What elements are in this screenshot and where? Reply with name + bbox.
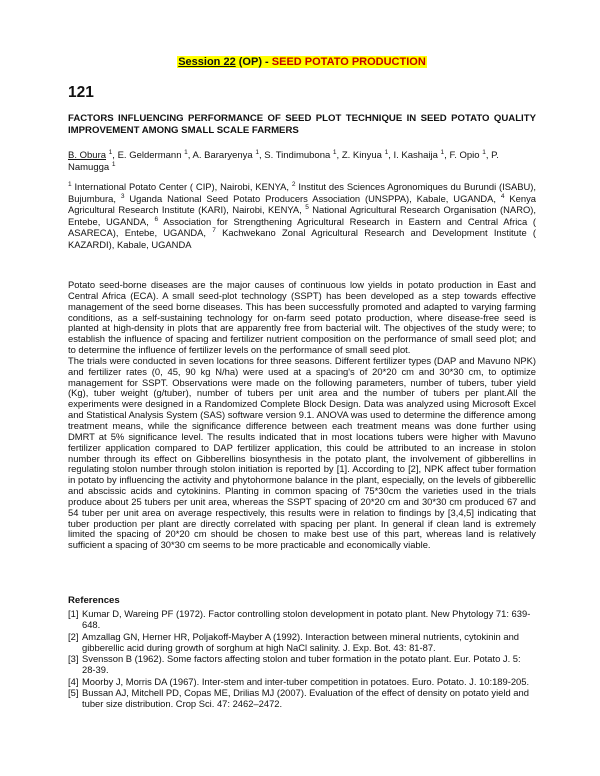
reference-number: [1] xyxy=(68,608,79,619)
author-sup: 1 xyxy=(184,148,188,156)
affil-text: Association for Strengthening Agricultural Research in Eastern and Central Africa ( ASARECA), Entebe, UGANDA, xyxy=(68,215,537,239)
author-name: I. Kashaija xyxy=(393,150,438,161)
author-item: A. Bararyenya $^1$, xyxy=(192,148,265,161)
author-name: B. Obura xyxy=(68,150,107,161)
author-list xyxy=(68,150,536,174)
affil-text: Kachwekano Zonal Agricultural Research and Development Institute ( KAZARDI), Kabale, UGANDA xyxy=(68,227,537,250)
reference-item xyxy=(68,653,536,676)
affil-sup: 7 xyxy=(212,227,216,235)
session-highlight xyxy=(177,56,427,68)
affil-sup: 3 xyxy=(120,192,125,200)
paper-title: FACTORS INFLUENCING PERFORMANCE OF SEED PLOT TECHNIQUE IN SEED POTATO QUALITY IMPROVEMENT AMONG SMALL SCALE FARMERS xyxy=(68,113,536,136)
reference-text: Moorby J, Morris DA (1967). Inter-stem and inter-tuber competition in potatoes. Euro. Potato. J. 10:189-205. xyxy=(82,675,530,687)
author-name: S. Tindimubona xyxy=(264,150,331,161)
session-header xyxy=(68,55,536,69)
reference-text: Kumar D, Wareing PF (1972). Factor controlling stolon development in potato plant. New Phytology 71: 639-648. xyxy=(82,608,531,631)
author-sup: 1 xyxy=(111,160,116,168)
affiliations xyxy=(68,181,536,251)
reference-item xyxy=(68,676,536,687)
reference-item xyxy=(68,608,536,631)
reference-text: Svensson B (1962). Some factors affecting stolon and tuber formation in the potato plant. Eur. Potato J. 5: 28-39. xyxy=(82,653,521,676)
author-item: E. Geldermann $^1$, xyxy=(117,148,193,161)
author-item: F. Opio $^1$, xyxy=(449,148,492,161)
reference-number: [4] xyxy=(68,675,79,687)
author-sup: 1 xyxy=(108,148,113,156)
affil-sup: 6 xyxy=(154,215,159,223)
affil-text: Kenya Agricultural Research Institute (KARI), Nairobi, KENYA, xyxy=(68,192,537,216)
abstract-body xyxy=(68,280,536,551)
references-list xyxy=(68,608,536,710)
paper-number: 121 xyxy=(68,84,94,101)
session-topic: SEED POTATO PRODUCTION xyxy=(271,56,426,68)
references-section xyxy=(68,595,536,710)
affil-sup: 2 xyxy=(291,180,296,188)
references-heading: References xyxy=(68,595,120,606)
reference-item xyxy=(68,687,536,710)
author-name: E. Geldermann xyxy=(117,150,182,161)
affil-sup: 1 xyxy=(68,180,72,188)
affil-text: Uganda National Seed Potato Producers Association (UNSPPA), Kabale, UGANDA, xyxy=(129,192,497,204)
author-name: A. Bararyenya xyxy=(192,150,253,161)
affil-text: International Potato Center ( CIP), Nairobi, KENYA, xyxy=(74,181,290,192)
author-item: B. Obura $^1$, xyxy=(68,148,118,161)
author-item: S. Tindimubona $^1$, xyxy=(264,148,342,161)
reference-number: [2] xyxy=(68,630,79,642)
author-sup: 1 xyxy=(482,148,486,156)
session-label: Session 22 xyxy=(178,56,236,68)
reference-text: Bussan AJ, Mitchell PD, Copas ME, Drilias MJ (2007). Evaluation of the effect of density on potato yield and tuber size distribution. Crop Sci. 47: 2462–2472. xyxy=(82,687,529,710)
reference-number: [5] xyxy=(68,687,79,699)
affil-sup: 5 xyxy=(305,204,309,212)
author-name: Z. Kinyua xyxy=(341,150,382,161)
author-sup: 1 xyxy=(255,148,259,156)
reference-number: [3] xyxy=(68,653,79,665)
author-item: I. Kashaija $^1$, xyxy=(393,148,450,161)
abstract-paragraph: The trials were conducted in seven locations for three seasons. Different fertilizer types (DAP and Mavuno NPK) and fertilizer rates (0, 45, 90 kg N/ha) were used at a spacing's of 20*20 cm and 30*30 cm, to optimize management for SSPT. Observations were made on the following parameters, number of tubers, tuber yield (Kg), tuber weight (g/tuber), number of tubers per unit area and the number of tubers per plant.All the experiments were designed in a Randomized Complete Block Design. Data was analyzed using Microsoft Excel and Statistical Analysis System (SAS) software version 9.1. ANOVA was used to determine the difference among treatment means, while the significance difference between each treatment means was done further using DMRT at 5% significance level. The results indicated that in most locations tubers were higher with Mavuno fertilizer application compared to DAP fertilizer application, this could be attributed to an increase in stolon number through its effect on Gibberellins biosynthesis in the potato plant, the involvement of gibberellins in regulating stolon number through stolon initiation is reported by [1]. According to [2], NPK affect tuber formation in potato by influencing the activity and phytohormone balance in the plant, especially, on the levels of gibberellic and abscissic acids and cytokinins. Planting in common spacing of 75*30cm the varieties used in the trials produce about 25 tubers per unit area, whereas the SSPT spacing of 20*20 cm and 30*30 cm produced 67 and 54 tuber per unit area on average respectively, this results were in relation to findings by [3,4,5] indicating that tuber production per plant are directly correlated with spacing per plant. In general if clean land is extremely limited the spacing of 20*20 cm should be chosen to make best use of this part, whereas land is relatively sufficient a spacing of 30*30 cm seems to be more practicable and economically viable. xyxy=(68,354,536,551)
author-name: P. Namugga xyxy=(68,150,499,173)
affil-text: National Agricultural Research Organisation (NARO), Entebe, UGANDA, xyxy=(68,204,536,227)
session-code: (OP) - xyxy=(235,56,272,68)
reference-item xyxy=(68,631,536,654)
affil-sup: 4 xyxy=(500,192,505,200)
author-sup: 1 xyxy=(384,148,389,156)
author-item: Z. Kinyua $^1$, xyxy=(341,148,394,161)
author-sup: 1 xyxy=(332,148,337,156)
abstract-paragraph: Potato seed-borne diseases are the major causes of continuous low yields in potato production in East and Central Africa (ECA). A small seed-plot technology (SSPT) has been developed as a step towards effective management of the seed borne diseases. This has been successfully promoted and adapted to varying farming conditions, as a self-sustaining technology for on-farm seed potato production, where disease-free seed is planted at high-density in plots that are apparently free from bacterial wilt. The objectives of the study were; to establish the influence of spacing and fertilizer nutrient composition on the performance of small seed plot; and to determine the influence of fertilizer levels on the performance of small seed plot. xyxy=(68,279,536,356)
author-sup: 1 xyxy=(440,148,445,156)
reference-text: Amzallag GN, Herner HR, Poljakoff-Mayber A (1992). Interaction between mineral nutrients, cytokinin and gibberellic acid during growth of sorghum at high NaCl salinity. J. Exp. Bot. 43: 81-87. xyxy=(82,630,520,653)
author-name: F. Opio xyxy=(449,150,480,161)
affil-text: Institut des Sciences Agronomiques du Burundi (ISABU), Bujumbura, xyxy=(68,181,537,204)
